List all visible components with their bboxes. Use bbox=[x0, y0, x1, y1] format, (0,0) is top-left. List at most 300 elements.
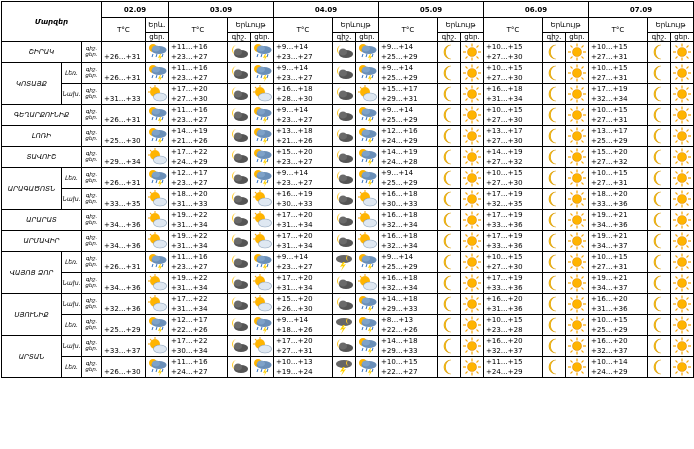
day-weather-cell bbox=[461, 63, 484, 84]
day-temp: +27…+32 bbox=[591, 158, 628, 166]
day-weather-cell bbox=[461, 210, 484, 231]
night-weather-cell bbox=[438, 210, 461, 231]
moon-icon bbox=[438, 43, 460, 61]
cloudy-moon-icon bbox=[228, 106, 250, 124]
moon-icon bbox=[438, 169, 460, 187]
cloudy-moon-icon bbox=[228, 64, 250, 82]
day-weather-cell bbox=[671, 357, 694, 378]
region-row bbox=[2, 63, 694, 84]
night-weather-cell bbox=[228, 105, 251, 126]
moon-icon bbox=[543, 232, 565, 250]
night-weather-cell bbox=[438, 63, 461, 84]
sun-cloud-icon bbox=[146, 274, 168, 292]
sun-cloud-icon bbox=[251, 85, 273, 103]
night-weather-cell bbox=[543, 168, 566, 189]
night-temp bbox=[104, 231, 145, 241]
rain-thunder-icon bbox=[251, 106, 273, 124]
day-label: ցեր. bbox=[85, 220, 98, 226]
moon-icon bbox=[438, 274, 460, 292]
day-label: ցեր. bbox=[85, 262, 98, 268]
day-temp: +23…+27 bbox=[276, 116, 313, 124]
weather-cell bbox=[146, 357, 169, 378]
temperature-cell bbox=[274, 210, 333, 231]
day-weather-cell bbox=[671, 105, 694, 126]
region-row bbox=[2, 147, 694, 168]
temperature-cell bbox=[102, 147, 146, 168]
night-label: գիշ. bbox=[85, 87, 98, 94]
region-name: ԱՐՄԱՎԻՐ bbox=[2, 231, 82, 252]
phenomenon-header: Երևույթ bbox=[333, 18, 379, 33]
rain-thunder-icon bbox=[146, 127, 168, 145]
temperature-cell bbox=[484, 294, 543, 315]
temperature-cell bbox=[274, 168, 333, 189]
temperature-cell bbox=[589, 105, 648, 126]
temperature-cell bbox=[102, 210, 146, 231]
night-temp: +10…+15 bbox=[591, 106, 628, 114]
day-temp: +24…+29 bbox=[591, 368, 628, 376]
weather-cell bbox=[146, 252, 169, 273]
night-weather-cell bbox=[438, 147, 461, 168]
day-temp: +29…+31 bbox=[381, 95, 418, 103]
day-label: ցեր. bbox=[85, 199, 98, 205]
day-temp: +30…+33 bbox=[276, 200, 313, 208]
moon-icon bbox=[543, 358, 565, 376]
night-temp bbox=[104, 42, 145, 52]
night-weather-cell bbox=[543, 294, 566, 315]
weather-cell bbox=[146, 210, 169, 231]
day-temp: +32…+36 bbox=[104, 305, 141, 313]
cloudy-moon-icon bbox=[228, 43, 250, 61]
day-weather-cell bbox=[566, 147, 589, 168]
night-temp: +9…+14 bbox=[381, 106, 414, 114]
day-weather-cell bbox=[356, 336, 379, 357]
period-labels bbox=[82, 315, 102, 336]
day-temp: +26…+30 bbox=[104, 368, 141, 376]
night-temp: +19…+22 bbox=[171, 211, 208, 219]
day-weather-cell bbox=[566, 189, 589, 210]
period-labels bbox=[82, 210, 102, 231]
region-row bbox=[2, 273, 694, 294]
day-temp: +31…+34 bbox=[171, 284, 208, 292]
day-weather-cell bbox=[251, 84, 274, 105]
night-temp: +10…+15 bbox=[486, 106, 523, 114]
day-temp: +33…+36 bbox=[486, 284, 523, 292]
night-weather-cell bbox=[648, 168, 671, 189]
day-weather-cell bbox=[461, 147, 484, 168]
day-weather-cell bbox=[356, 147, 379, 168]
region-name: ԼՈՌԻ bbox=[2, 126, 82, 147]
temp-header: T°C bbox=[379, 18, 438, 42]
region-name: ԿՈՏԱՅՔ bbox=[2, 63, 62, 105]
day-weather-cell bbox=[356, 105, 379, 126]
night-label: գիշ. bbox=[85, 129, 98, 136]
day-weather-cell bbox=[671, 168, 694, 189]
temperature-cell bbox=[379, 294, 438, 315]
moon-icon bbox=[543, 316, 565, 334]
temperature-cell bbox=[274, 315, 333, 336]
day-weather-cell bbox=[461, 315, 484, 336]
temp-header: T°C bbox=[102, 18, 146, 42]
day-weather-cell bbox=[356, 189, 379, 210]
day-temp: +25…+29 bbox=[381, 116, 418, 124]
region-name: ԱՐՏԱՆ bbox=[2, 336, 62, 378]
night-temp bbox=[104, 189, 145, 199]
night-weather-cell bbox=[648, 84, 671, 105]
day-temp: +27…+30 bbox=[486, 116, 523, 124]
day-weather-cell bbox=[671, 42, 694, 63]
day-weather-cell bbox=[566, 231, 589, 252]
region-name: ՇԻՐԱԿ bbox=[2, 42, 82, 63]
night-temp: +16…+20 bbox=[591, 337, 628, 345]
region-row bbox=[2, 189, 694, 210]
moon-icon bbox=[648, 127, 670, 145]
region-row bbox=[2, 210, 694, 231]
sun-icon bbox=[671, 43, 693, 61]
rain-thunder-icon bbox=[146, 64, 168, 82]
rain-thunder-icon bbox=[251, 169, 273, 187]
cloudy-moon-icon bbox=[228, 190, 250, 208]
night-weather-cell bbox=[543, 315, 566, 336]
rain-thunder-icon bbox=[356, 169, 378, 187]
temperature-cell bbox=[274, 147, 333, 168]
day-temp: +31…+34 bbox=[276, 221, 313, 229]
day-temp: +34…+36 bbox=[104, 221, 141, 229]
region-row bbox=[2, 315, 694, 336]
temperature-cell bbox=[379, 168, 438, 189]
temperature-cell bbox=[484, 42, 543, 63]
temperature-cell bbox=[274, 126, 333, 147]
day-label: ցեր. bbox=[85, 52, 98, 58]
night-temp: +9…+14 bbox=[381, 253, 414, 261]
temperature-cell bbox=[169, 189, 228, 210]
night-label: գիշ. bbox=[85, 360, 98, 367]
night-temp: +17…+20 bbox=[276, 211, 313, 219]
moon-icon bbox=[648, 295, 670, 313]
temperature-cell bbox=[484, 336, 543, 357]
temperature-cell bbox=[379, 357, 438, 378]
sun-icon bbox=[566, 169, 588, 187]
temperature-cell bbox=[484, 84, 543, 105]
temperature-cell bbox=[169, 84, 228, 105]
thunder-moon-icon bbox=[333, 253, 355, 271]
night-weather-cell bbox=[438, 231, 461, 252]
night-weather-cell bbox=[228, 63, 251, 84]
day-weather-cell bbox=[356, 357, 379, 378]
night-temp: +17…+20 bbox=[276, 274, 313, 282]
night-weather-cell bbox=[333, 42, 356, 63]
period-labels bbox=[82, 105, 102, 126]
night-temp bbox=[104, 315, 145, 325]
temperature-cell bbox=[102, 42, 146, 63]
night-temp: +9…+14 bbox=[276, 316, 309, 324]
night-weather-cell bbox=[648, 273, 671, 294]
day-weather-cell bbox=[566, 168, 589, 189]
moon-icon bbox=[543, 337, 565, 355]
sun-icon bbox=[461, 316, 483, 334]
zone-name: Լեռ. bbox=[62, 357, 82, 378]
night-label: գիշ. bbox=[85, 297, 98, 304]
night-label: գիշ. bbox=[85, 213, 98, 220]
cloudy-moon-icon bbox=[228, 274, 250, 292]
temperature-cell bbox=[589, 336, 648, 357]
rain-thunder-icon bbox=[356, 358, 378, 376]
weather-cell bbox=[146, 189, 169, 210]
sun-icon bbox=[566, 106, 588, 124]
night-temp: +16…+19 bbox=[276, 190, 313, 198]
night-temp: +10…+15 bbox=[591, 253, 628, 261]
sun-icon bbox=[461, 190, 483, 208]
night-weather-cell bbox=[543, 210, 566, 231]
moon-icon bbox=[648, 316, 670, 334]
night-temp: +11…+16 bbox=[171, 64, 208, 72]
sun-icon bbox=[671, 64, 693, 82]
temperature-cell bbox=[484, 63, 543, 84]
night-temp: +10…+15 bbox=[591, 64, 628, 72]
temperature-cell bbox=[169, 315, 228, 336]
moon-icon bbox=[648, 232, 670, 250]
day-temp: +24…+27 bbox=[171, 368, 208, 376]
moon-icon bbox=[648, 64, 670, 82]
sun-icon bbox=[566, 316, 588, 334]
night-weather-cell bbox=[333, 294, 356, 315]
night-temp: +14…+18 bbox=[381, 337, 418, 345]
night-weather-cell bbox=[333, 315, 356, 336]
region-row bbox=[2, 105, 694, 126]
night-temp bbox=[104, 252, 145, 262]
sun-icon bbox=[566, 43, 588, 61]
day-weather-cell bbox=[251, 336, 274, 357]
cloudy-moon-icon bbox=[333, 190, 355, 208]
day-temp: +27…+30 bbox=[486, 179, 523, 187]
day-temp: +23…+27 bbox=[276, 158, 313, 166]
day-weather-cell bbox=[461, 42, 484, 63]
temperature-cell bbox=[169, 252, 228, 273]
night-temp: +10…+15 bbox=[591, 316, 628, 324]
sun-icon bbox=[566, 337, 588, 355]
night-temp bbox=[104, 84, 145, 94]
sun-cloud-icon bbox=[251, 211, 273, 229]
night-label: գիշ. bbox=[85, 171, 98, 178]
day-temp: +27…+30 bbox=[486, 263, 523, 271]
night-temp: +13…+17 bbox=[486, 127, 523, 135]
night-temp: +10…+15 bbox=[591, 43, 628, 51]
region-row bbox=[2, 42, 694, 63]
night-temp: +10…+15 bbox=[591, 169, 628, 177]
night-temp bbox=[104, 63, 145, 73]
day-temp: +34…+36 bbox=[104, 284, 141, 292]
sun-icon bbox=[671, 169, 693, 187]
day-weather-cell bbox=[251, 357, 274, 378]
moon-icon bbox=[438, 337, 460, 355]
temperature-cell bbox=[589, 252, 648, 273]
night-temp: +17…+22 bbox=[171, 337, 208, 345]
night-temp: +17…+19 bbox=[486, 274, 523, 282]
rain-thunder-icon bbox=[146, 169, 168, 187]
sun-icon bbox=[566, 358, 588, 376]
day-weather-cell bbox=[356, 273, 379, 294]
cloudy-moon-icon bbox=[228, 358, 250, 376]
day-weather-cell bbox=[671, 63, 694, 84]
date-header: 03.09 bbox=[169, 2, 274, 18]
temperature-cell bbox=[169, 147, 228, 168]
rain-thunder-icon bbox=[356, 148, 378, 166]
night-temp: +10…+15 bbox=[486, 64, 523, 72]
sun-cloud-icon bbox=[356, 232, 378, 250]
temperature-cell bbox=[274, 357, 333, 378]
day-label: ցեր. bbox=[85, 283, 98, 289]
day-temp: +22…+26 bbox=[171, 326, 208, 334]
night-weather-cell bbox=[648, 126, 671, 147]
night-weather-cell bbox=[333, 105, 356, 126]
sun-icon bbox=[671, 295, 693, 313]
night-temp: +10…+14 bbox=[591, 358, 628, 366]
day-weather-cell bbox=[251, 273, 274, 294]
day-weather-cell bbox=[461, 105, 484, 126]
night-temp: +14…+19 bbox=[381, 148, 418, 156]
day-temp: +26…+31 bbox=[104, 53, 141, 61]
sun-icon bbox=[566, 274, 588, 292]
rain-thunder-icon bbox=[356, 253, 378, 271]
night-temp: +17…+22 bbox=[171, 148, 208, 156]
day-temp: +29…+33 bbox=[381, 305, 418, 313]
moon-icon bbox=[438, 211, 460, 229]
rain-thunder-icon bbox=[251, 43, 273, 61]
period-labels bbox=[82, 231, 102, 252]
moon-icon bbox=[648, 169, 670, 187]
moon-icon bbox=[648, 148, 670, 166]
temperature-cell bbox=[274, 189, 333, 210]
night-temp: +17…+20 bbox=[276, 232, 313, 240]
sun-icon bbox=[461, 337, 483, 355]
rain-thunder-icon bbox=[356, 295, 378, 313]
night-label: գիշ. bbox=[85, 45, 98, 52]
cloudy-moon-icon bbox=[228, 316, 250, 334]
sun-icon bbox=[461, 169, 483, 187]
zone-name: Լեռ. bbox=[62, 252, 82, 273]
day-temp: +27…+30 bbox=[171, 95, 208, 103]
day-weather-cell bbox=[671, 210, 694, 231]
weather-cell bbox=[146, 294, 169, 315]
cloudy-moon-icon bbox=[333, 337, 355, 355]
night-temp: +10…+15 bbox=[381, 358, 418, 366]
sun-icon bbox=[461, 295, 483, 313]
night-weather-cell bbox=[543, 273, 566, 294]
temperature-cell bbox=[589, 63, 648, 84]
temperature-cell bbox=[379, 42, 438, 63]
temperature-cell bbox=[379, 126, 438, 147]
day-temp: +29…+33 bbox=[381, 347, 418, 355]
moon-icon bbox=[543, 85, 565, 103]
day-temp: +27…+31 bbox=[591, 116, 628, 124]
day-temp: +26…+31 bbox=[104, 263, 141, 271]
weather-cell bbox=[146, 336, 169, 357]
night-temp: +10…+13 bbox=[276, 358, 313, 366]
temperature-cell bbox=[484, 189, 543, 210]
day-temp: +26…+31 bbox=[104, 116, 141, 124]
temperature-cell bbox=[589, 294, 648, 315]
region-row bbox=[2, 126, 694, 147]
day-temp: +24…+29 bbox=[171, 158, 208, 166]
day-weather-cell bbox=[461, 357, 484, 378]
day-weather-cell bbox=[671, 273, 694, 294]
moon-icon bbox=[543, 190, 565, 208]
day-weather-cell bbox=[566, 315, 589, 336]
day-temp: +23…+27 bbox=[276, 74, 313, 82]
day-temp: +31…+34 bbox=[171, 242, 208, 250]
region-name: ՏԱՎՈՒՇ bbox=[2, 147, 82, 168]
day-temp: +34…+37 bbox=[591, 242, 628, 250]
night-subheader: գիշ. bbox=[648, 33, 671, 42]
night-weather-cell bbox=[648, 147, 671, 168]
cloudy-moon-icon bbox=[333, 274, 355, 292]
temperature-cell bbox=[379, 105, 438, 126]
night-temp bbox=[104, 357, 145, 367]
cloudy-moon-icon bbox=[333, 43, 355, 61]
day-temp: +25…+29 bbox=[381, 53, 418, 61]
sun-icon bbox=[671, 127, 693, 145]
day-temp: +23…+27 bbox=[276, 263, 313, 271]
temperature-cell bbox=[379, 147, 438, 168]
night-weather-cell bbox=[648, 63, 671, 84]
day-temp: +27…+32 bbox=[486, 158, 523, 166]
forecast-table bbox=[1, 1, 694, 378]
night-weather-cell bbox=[228, 315, 251, 336]
day-weather-cell bbox=[566, 84, 589, 105]
day-weather-cell bbox=[461, 126, 484, 147]
temperature-cell bbox=[274, 42, 333, 63]
temperature-cell bbox=[169, 168, 228, 189]
sun-icon bbox=[461, 64, 483, 82]
rain-thunder-icon bbox=[251, 316, 273, 334]
sun-cloud-icon bbox=[356, 85, 378, 103]
night-weather-cell bbox=[228, 357, 251, 378]
day-temp: +24…+29 bbox=[381, 137, 418, 145]
rain-thunder-icon bbox=[146, 106, 168, 124]
sun-icon bbox=[461, 232, 483, 250]
day-temp: +24…+28 bbox=[381, 158, 418, 166]
cloudy-moon-icon bbox=[228, 253, 250, 271]
date-header: 04.09 bbox=[274, 2, 379, 18]
night-weather-cell bbox=[438, 42, 461, 63]
cloudy-moon-icon bbox=[228, 211, 250, 229]
day-temp: +32…+37 bbox=[591, 347, 628, 355]
day-weather-cell bbox=[461, 84, 484, 105]
day-temp: +33…+36 bbox=[486, 242, 523, 250]
temperature-cell bbox=[102, 63, 146, 84]
sun-icon bbox=[461, 43, 483, 61]
day-label: ցեր. bbox=[85, 94, 98, 100]
cloudy-moon-icon bbox=[333, 127, 355, 145]
night-temp: +14…+19 bbox=[171, 127, 208, 135]
rain-thunder-icon bbox=[356, 43, 378, 61]
day-weather-cell bbox=[251, 210, 274, 231]
sun-icon bbox=[461, 253, 483, 271]
moon-icon bbox=[438, 232, 460, 250]
temperature-cell bbox=[379, 63, 438, 84]
date-header: 05.09 bbox=[379, 2, 484, 18]
rain-thunder-icon bbox=[251, 358, 273, 376]
night-temp bbox=[104, 294, 145, 304]
night-temp: +16…+18 bbox=[381, 190, 418, 198]
day-weather-cell bbox=[251, 189, 274, 210]
night-temp: +17…+19 bbox=[486, 190, 523, 198]
night-weather-cell bbox=[438, 105, 461, 126]
temperature-cell bbox=[379, 273, 438, 294]
moon-icon bbox=[438, 358, 460, 376]
region-name: ԳԵՂԱՐՔՈՒՆԻՔ bbox=[2, 105, 82, 126]
night-temp: +15…+17 bbox=[381, 85, 418, 93]
temperature-cell bbox=[102, 84, 146, 105]
